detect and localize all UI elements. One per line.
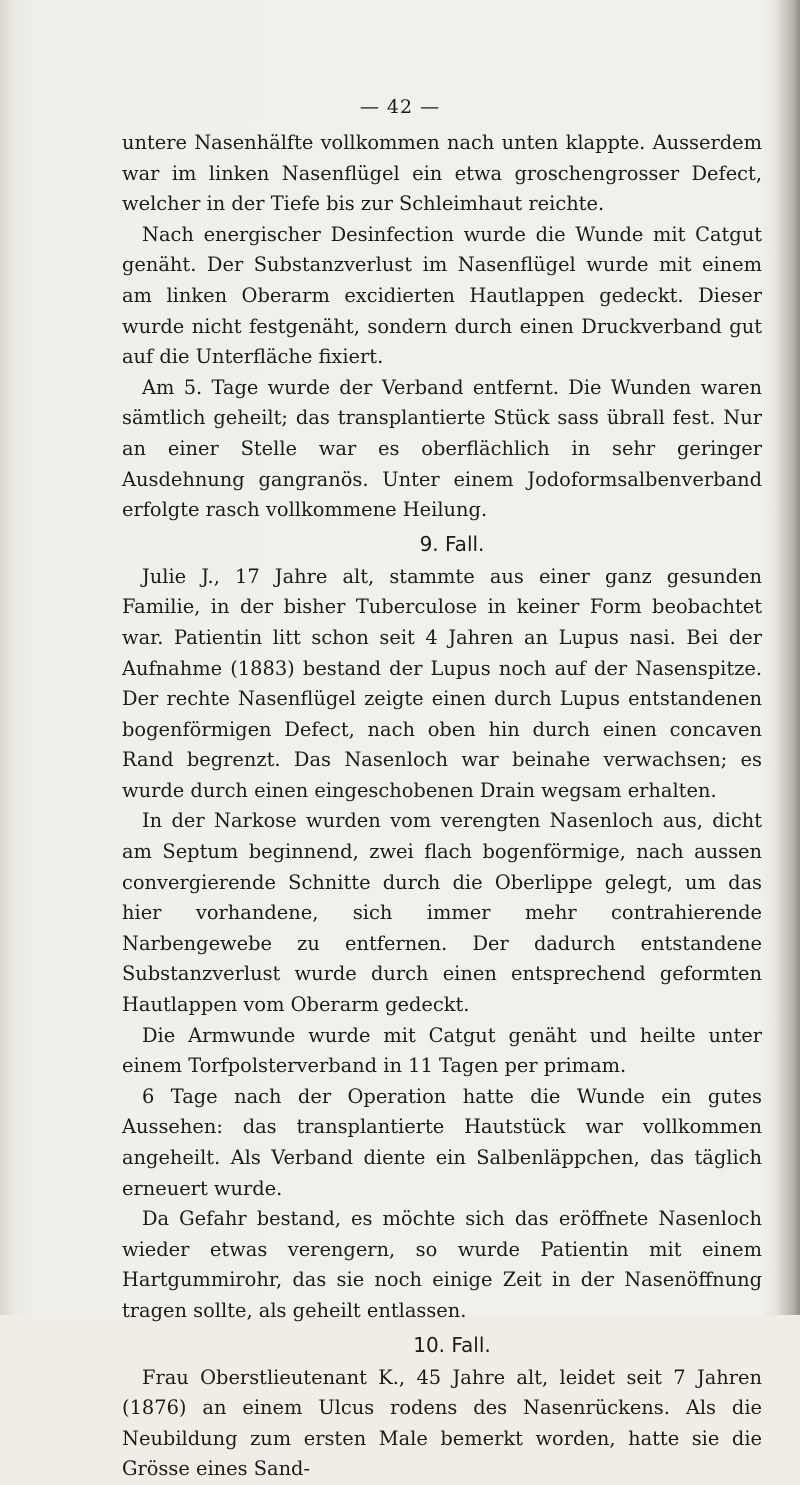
paragraph: Nach energischer Desinfection wurde die Wunde mit Catgut genäht. Der Substanzverlust im Nasenflügel wurde mit einem am linken Oberarm excidierten Hautlappen gedeckt. Dieser wurde nicht festgenäht, sondern durch einen Druckverband gut auf die Unterfläche fixiert. bbox=[122, 222, 762, 369]
paragraph: Frau Oberstlieutenant K., 45 Jahre alt, leidet seit 7 Jahren (1876) an einem Ulcus rodens des Nasenrückens. Als die Neubildung zum ersten Male bemerkt worden, hatte sie die Grösse eines Sand- bbox=[122, 1365, 762, 1481]
paragraph: untere Nasenhälfte vollkommen nach unten klappte. Ausserdem war im linken Nasenflügel ein etwa groschengrosser Defect, welcher in der Tiefe bis zur Schleimhaut reichte. bbox=[122, 131, 762, 216]
paragraph: Die Armwunde wurde mit Catgut genäht und heilte unter einem Torfpolsterverband in 11 Tagen per primam. bbox=[122, 1023, 762, 1078]
body-text bbox=[122, 128, 762, 1485]
paragraph: In der Narkose wurden vom verengten Nasenloch aus, dicht am Septum beginnend, zwei flach bogenförmige, nach aussen convergierende Schnitte durch die Oberlippe gelegt, um das hier vorhandene, sich immer mehr contrahierende Narbengewebe zu entfernen. Der dadurch entstandene Substanzverlust wurde durch einen entsprechend geformten Hautlappen vom Oberarm gedeckt. bbox=[122, 809, 762, 1017]
paragraph: Da Gefahr bestand, es möchte sich das eröffnete Nasenloch wieder etwas verengern, so wurde Patientin mit einem Hartgummirohr, das sie noch einige Zeit in der Nasenöffnung tragen sollte, als geheilt entlassen. bbox=[122, 1207, 762, 1322]
page-number: — 42 — bbox=[359, 96, 441, 118]
paragraph: Julie J., 17 Jahre alt, stammte aus einer ganz gesunden Familie, in der bisher Tuberculose in keiner Form beobachtet war. Patientin litt schon seit 4 Jahren an Lupus nasi. Bei der Aufnahme (1883) bestand der Lupus noch auf der Nasenspitze. Der rechte Nasenflügel zeigte einen durch Lupus entstandenen bogenförmigen Defect, nach oben hin durch einen concaven Rand begrenzt. Das Nasenloch war beinahe verwachsen; es wurde durch einen eingeschobenen Drain wegsam erhalten. bbox=[122, 564, 762, 802]
page-edge-shadow bbox=[774, 0, 800, 1315]
paragraph: 6 Tage nach der Operation hatte die Wunde ein gutes Aussehen: das transplantierte Hautstück war vollkommen angeheilt. Als Verband diente ein Salbenläppchen, das täglich erneuert wurde. bbox=[122, 1084, 762, 1200]
paragraph: Am 5. Tage wurde der Verband entfernt. Die Wunden waren sämtlich geheilt; das transplantierte Stück sass übrall fest. Nur an einer Stelle war es oberflächlich in sehr geringer Ausdehnung gangranös. Unter einem Jodoformsalbenverband erfolgte rasch vollkommene Heilung. bbox=[122, 375, 762, 522]
section-heading-fall-10: 10. Fall. bbox=[413, 1332, 491, 1357]
section-heading-fall-9: 9. Fall. bbox=[419, 531, 485, 556]
